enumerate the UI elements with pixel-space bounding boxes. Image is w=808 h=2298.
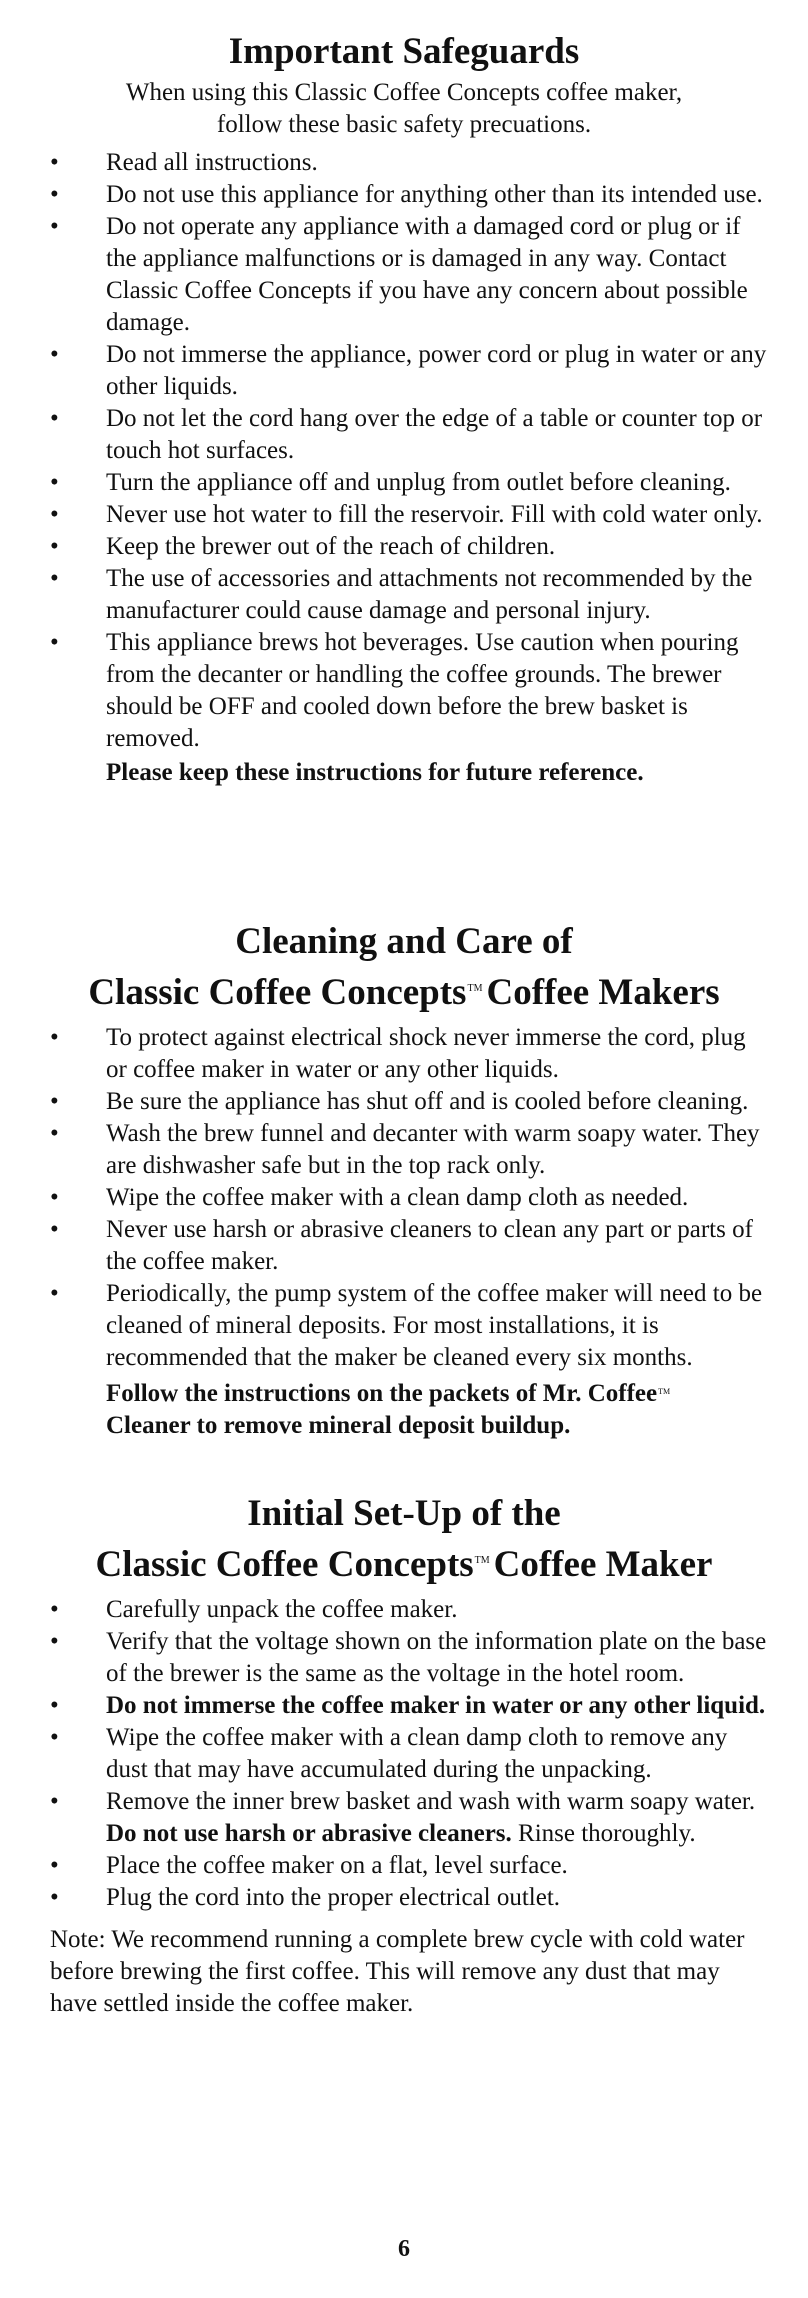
list-item: • Do not immerse the appliance, power cord or plug in water or any other liquids.: [50, 341, 767, 400]
list-item: • Do not immerse the coffee maker in water or any other liquid.: [0, 1690, 808, 1722]
bullet-icon: •: [50, 1120, 59, 1147]
trademark-mark: TM: [467, 983, 483, 994]
bullet-icon: •: [50, 565, 59, 592]
safeguards-intro-line1: When using this Classic Coffee Concepts coffee maker,: [125, 79, 683, 106]
list-item: • Place the coffee maker on a flat, level surface.: [0, 1850, 808, 1882]
keep-instructions-note: Please keep these instructions for future reference.: [106, 759, 644, 786]
list-item: • Remove the inner brew basket and wash with warm soapy water. Do not use harsh or abrasive cleaners. Rinse thoroughly.: [50, 1788, 756, 1847]
bullet-icon: •: [50, 1596, 59, 1623]
bullet-icon: •: [50, 1852, 59, 1879]
page-number: 6: [398, 2236, 410, 2262]
cleaning-title-line2: Classic Coffee Concepts™ Coffee Makers: [88, 972, 720, 1013]
bullet-icon: •: [50, 149, 59, 176]
list-item: • The use of accessories and attachments not recommended by the manufacturer could cause damage and personal injury.: [50, 565, 753, 624]
list-item: • Wipe the coffee maker with a clean damp cloth to remove any dust that may have accumulated during the unpacking.: [50, 1724, 728, 1783]
list-item: • Wash the brew funnel and decanter with warm soapy water. They are dishwasher safe but in the top rack only.: [50, 1120, 760, 1179]
list-item: • Do not use this appliance for anything other than its intended use.: [0, 179, 808, 211]
list-item: • Do not operate any appliance with a damaged cord or plug or if the appliance malfunctions or is damaged in any way. Contact Classic Coffee Concepts if you have any concern about possible damage.: [50, 213, 748, 336]
bullet-icon: •: [50, 1628, 59, 1655]
setup-title-line1: Initial Set-Up of the: [247, 1493, 561, 1534]
bullet-icon: •: [50, 1216, 59, 1243]
cleaning-section: [0, 918, 808, 1442]
bullet-icon: •: [50, 1088, 59, 1115]
bullet-icon: •: [50, 1184, 59, 1211]
bullet-icon: •: [50, 501, 59, 528]
bullet-icon: •: [50, 1024, 59, 1051]
list-item: • Never use hot water to fill the reservoir. Fill with cold water only.: [0, 499, 808, 531]
safeguards-section: [0, 28, 808, 789]
bullet-icon: •: [50, 1724, 59, 1751]
list-item: • Turn the appliance off and unplug from outlet before cleaning.: [0, 467, 808, 499]
safeguards-list: [0, 147, 808, 755]
list-item: • Carefully unpack the coffee maker.: [0, 1594, 808, 1626]
bullet-icon: •: [50, 469, 59, 496]
list-item: • Do not let the cord hang over the edge of a table or counter top or touch hot surfaces.: [50, 405, 763, 464]
list-item: • Plug the cord into the proper electrical outlet.: [0, 1882, 808, 1914]
list-item: • To protect against electrical shock never immerse the cord, plug or coffee maker in water or any other liquids.: [50, 1024, 746, 1083]
cleaning-title-line1: Cleaning and Care of: [235, 921, 573, 962]
brew-cycle-note: Note: We recommend running a complete brew cycle with cold water before brewing the first coffee. This will remove any dust that may have settled inside the coffee maker.: [50, 1926, 745, 2017]
setup-list: [0, 1594, 808, 1914]
bullet-icon: •: [50, 181, 59, 208]
bullet-icon: •: [50, 1884, 59, 1911]
list-item: • Keep the brewer out of the reach of children.: [0, 531, 808, 563]
bullet-icon: •: [50, 1280, 59, 1307]
list-item: • Wipe the coffee maker with a clean damp cloth as needed.: [0, 1182, 808, 1214]
list-item: • Read all instructions.: [0, 147, 808, 179]
safeguards-title: Important Safeguards: [228, 31, 580, 72]
list-item: • Verify that the voltage shown on the information plate on the base of the brewer is the same as the voltage in the hotel room.: [50, 1628, 767, 1687]
list-item: • Periodically, the pump system of the coffee maker will need to be cleaned of mineral deposits. For most installations, it is recommended that the maker be cleaned every six months.: [50, 1280, 763, 1371]
bullet-icon: •: [50, 629, 59, 656]
setup-title-line2: Classic Coffee Concepts™ Coffee Maker: [95, 1544, 713, 1585]
setup-section: [0, 1490, 808, 2020]
bullet-icon: •: [50, 1692, 59, 1719]
bullet-icon: •: [50, 341, 59, 368]
follow-instructions-note: Follow the instructions on the packets of Mr. Coffee™ Cleaner to remove mineral deposit buildup.: [106, 1380, 671, 1439]
safeguards-intro-line2: follow these basic safety precuations.: [216, 111, 592, 138]
list-item: • This appliance brews hot beverages. Use caution when pouring from the decanter or handling the coffee grounds. The brewer should be OFF and cooled down before the brew basket is removed.: [50, 629, 739, 752]
bullet-icon: •: [50, 533, 59, 560]
trademark-mark: TM: [474, 1555, 490, 1566]
trademark-mark: TM: [658, 1387, 671, 1396]
list-item: • Be sure the appliance has shut off and is cooled before cleaning.: [0, 1086, 808, 1118]
bullet-icon: •: [50, 405, 59, 432]
cleaning-list: [0, 1022, 808, 1374]
list-item: • Never use harsh or abrasive cleaners to clean any part or parts of the coffee maker.: [50, 1216, 753, 1275]
bullet-icon: •: [50, 213, 59, 240]
bullet-icon: •: [50, 1788, 59, 1815]
